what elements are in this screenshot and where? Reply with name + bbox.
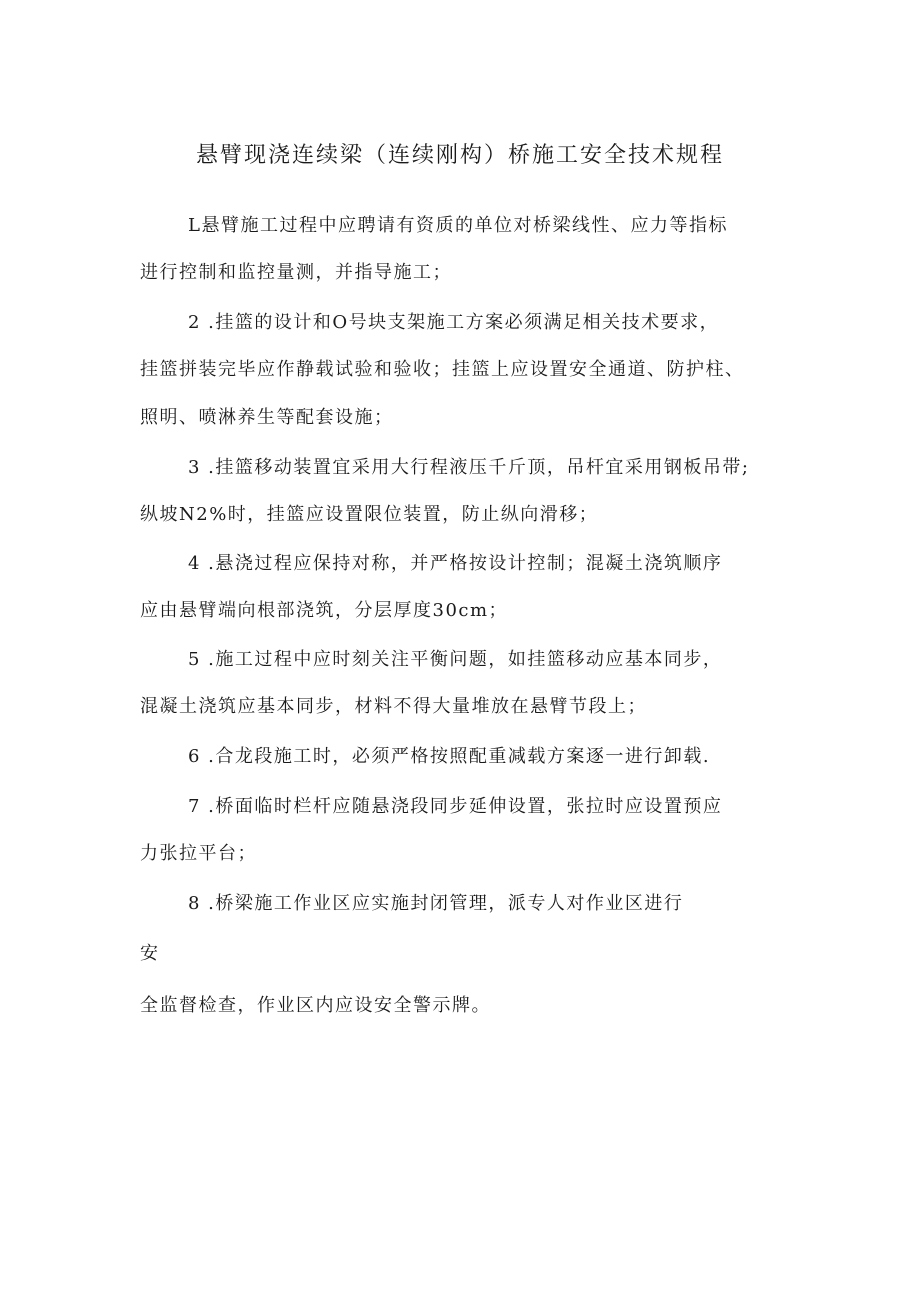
paragraph-line: 7 .桥面临时栏杆应随悬浇段同步延伸设置，张拉时应设置预应 [188, 796, 723, 817]
paragraph-line: 混凝土浇筑应基本同步，材料不得大量堆放在悬臂节段上； [140, 696, 647, 717]
paragraph-line: 5 .施工过程中应时刻关注平衡问题，如挂篮移动应基本同步， [188, 649, 723, 670]
paragraph-line: 3 .挂篮移动装置宜采用大行程液压千斤顶，吊杆宜采用钢板吊带; [188, 457, 750, 478]
paragraph-line: 挂篮拼装完毕应作静载试验和验收；挂篮上应设置安全通道、防护柱、 [140, 359, 745, 380]
paragraph-line: 进行控制和监控量测，并指导施工； [140, 262, 452, 283]
paragraph-line: 2 .挂篮的设计和O号块支架施工方案必须满足相关技术要求， [188, 312, 720, 333]
paragraph-line: 全监督检查，作业区内应设安全警示牌。 [140, 995, 491, 1016]
paragraph-line: 8 .桥梁施工作业区应实施封闭管理，派专人对作业区进行 [188, 893, 684, 914]
page-title: 悬臂现浇连续梁（连续刚构）桥施工安全技术规程 [195, 143, 724, 168]
paragraph-line: L悬臂施工过程中应聘请有资质的单位对桥梁线性、应力等指标 [188, 215, 728, 236]
paragraph-line: 6 .合龙段施工时，必须严格按照配重减载方案逐一进行卸载. [188, 746, 711, 767]
paragraph-line: 安 [140, 943, 160, 964]
paragraph-line: 4 .悬浇过程应保持对称，并严格按设计控制；混凝土浇筑顺序 [188, 553, 723, 574]
paragraph-line: 应由悬臂端向根部浇筑，分层厚度30cm； [140, 600, 509, 621]
paragraph-line: 纵坡N2%时，挂篮应设置限位装置，防止纵向滑移； [140, 504, 599, 525]
paragraph-line: 力张拉平台； [140, 843, 257, 864]
paragraph-line: 照明、喷淋养生等配套设施； [140, 407, 394, 428]
